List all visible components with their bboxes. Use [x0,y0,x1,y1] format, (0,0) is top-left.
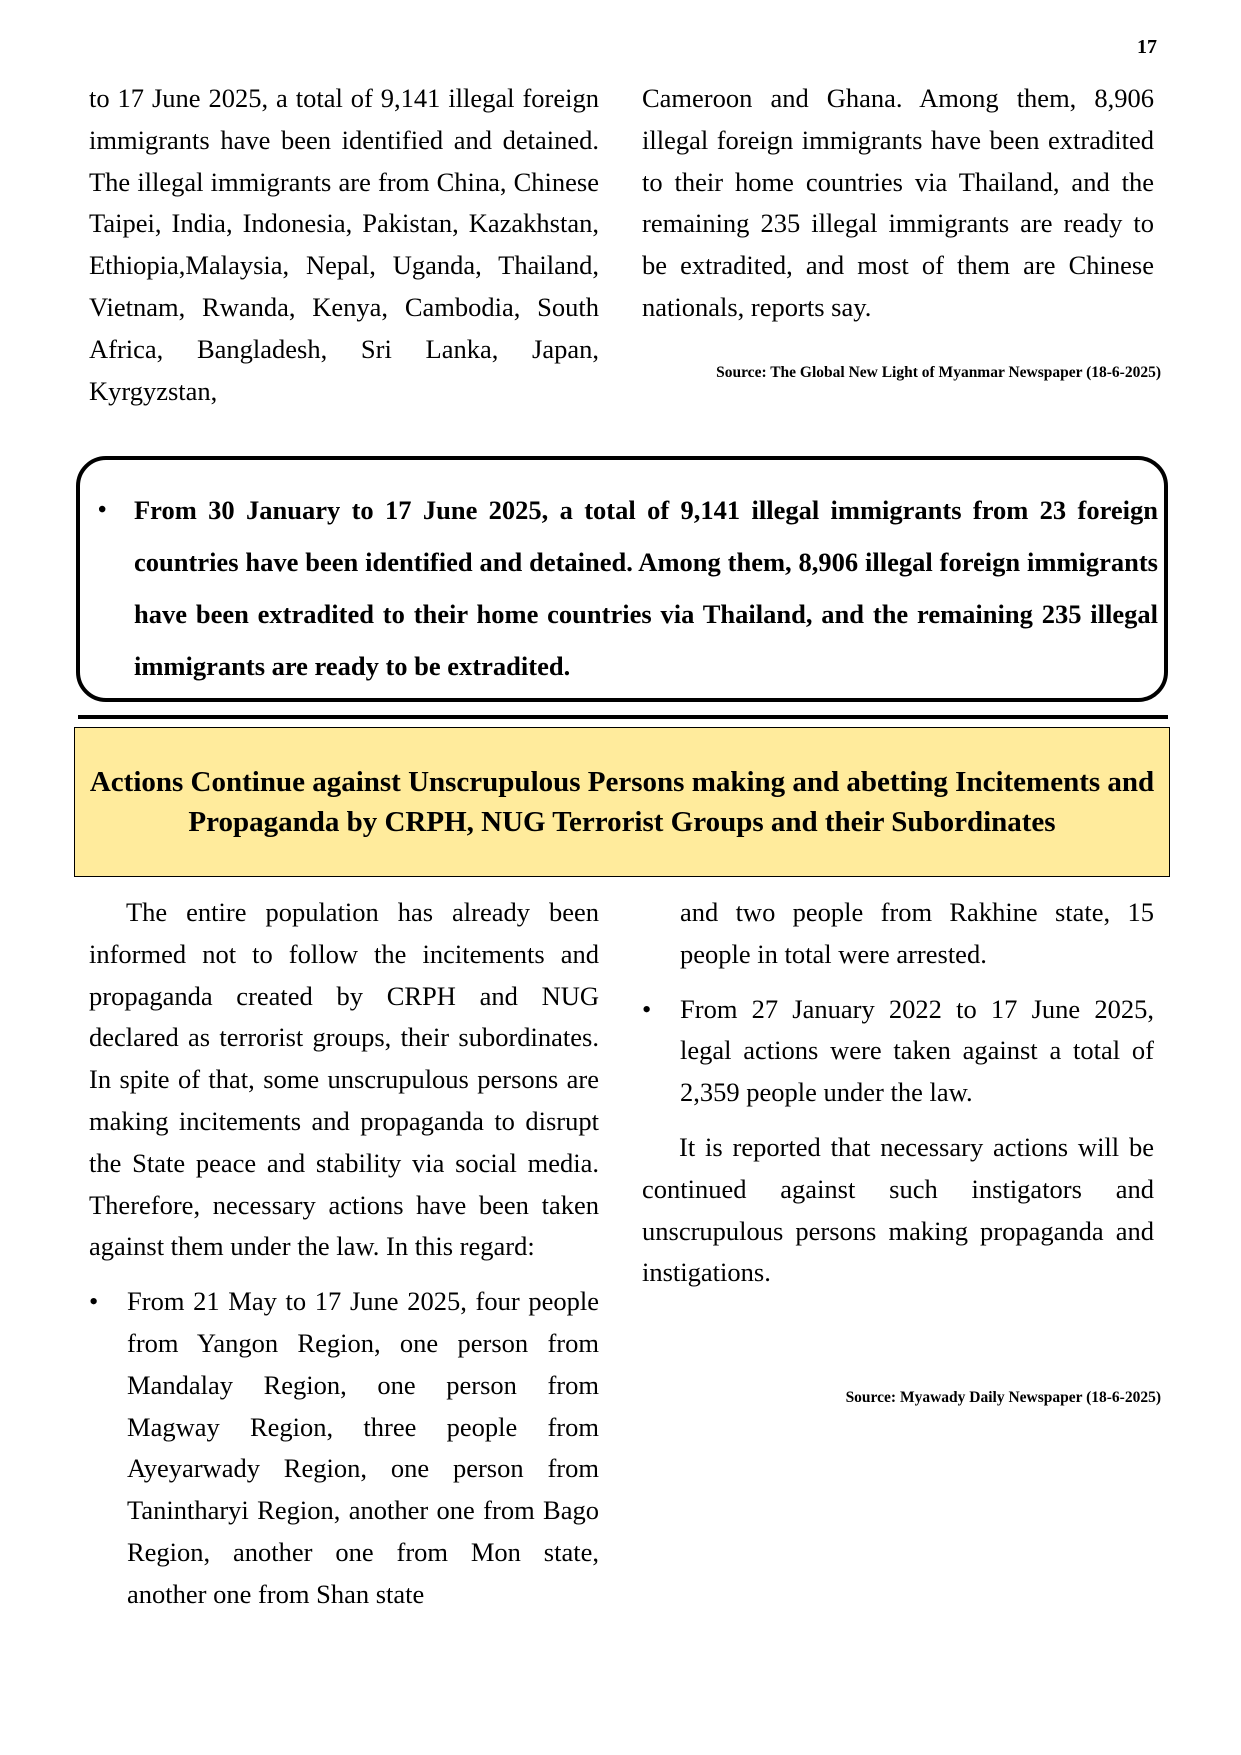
arrests-bullet-text-part1: From 21 May to 17 June 2025, four people from Yangon Region, one person from Mandalay Region, one person from Magway Region, three people from Ayeyarwady Region, one person from Tanintharyi Region, another one from Bago Region, another one from Mon state, another one from Shan state [127,1286,599,1609]
summary-text: From 30 January to 17 June 2025, a total of 9,141 illegal immigrants from 23 foreign countries have been identified and detained. Among them, 8,906 illegal foreign immigrants have been extradited to their home countries via Thailand, and the remaining 235 illegal immigrants are ready to be extradited. [134,495,1158,681]
closing-paragraph: It is reported that necessary actions will be continued against such instigators and unscrupulous persons making propaganda and instigations. [642,1131,1154,1288]
section-divider [78,715,1168,719]
article-column-left [89,892,599,1616]
top-column-left [89,78,599,412]
source-myawady: Source: Myawady Daily Newspaper (18-6-2025) [845,1389,1161,1406]
top-left-paragraph: to 17 June 2025, a total of 9,141 illegal foreign immigrants have been identified and detained. The illegal immigrants are from China, Chinese Taipei, India, Indonesia, Pakistan, Kazakhstan, Ethiopia,Malaysia, Nepal, Uganda, Thailand, Vietnam, Rwanda, Kenya, Cambodia, South Africa, Bangladesh, Sri Lanka, Japan, Kyrgyzstan, [89,83,599,406]
article-headline: Actions Continue against Unscrupulous Persons making and abetting Incitements and Propaganda by CRPH, NUG Terrorist Groups and their Subordinates [89,765,1155,838]
top-column-right [642,78,1154,329]
article-intro-paragraph: The entire population has already been informed not to follow the incitements and propaganda created by CRPH and NUG declared as terrorist groups, their subordinates. In spite of that, some unscrupulous persons are making incitements and propaganda to disrupt the State peace and stability via social media. Therefore, necessary actions have been taken against them under the law. In this regard: [89,897,599,1262]
bullet-icon: • [89,1286,99,1317]
source-global-new-light: Source: The Global New Light of Myanmar Newspaper (18-6-2025) [716,364,1161,381]
arrests-bullet [89,1281,599,1615]
legal-actions-bullet [642,989,1154,1114]
article-column-right [642,892,1154,1294]
bullet-icon: • [642,993,652,1024]
summary-highlight-box [76,456,1168,702]
legal-actions-bullet-text: From 27 January 2022 to 17 June 2025, legal actions were taken against a total of 2,359 people under the law. [680,993,1154,1108]
summary-item [98,484,1158,692]
bullet-icon: • [98,497,107,523]
article-headline-box [74,727,1170,877]
arrests-bullet-continuation: and two people from Rakhine state, 15 people in total were arrested. [680,897,1154,969]
page-number: 17 [1137,36,1157,58]
top-right-paragraph: Cameroon and Ghana. Among them, 8,906 illegal foreign immigrants have been extradited to their home countries via Thailand, and the remaining 235 illegal immigrants are ready to be extradited, and most of them are Chinese nationals, reports say. [642,83,1154,322]
